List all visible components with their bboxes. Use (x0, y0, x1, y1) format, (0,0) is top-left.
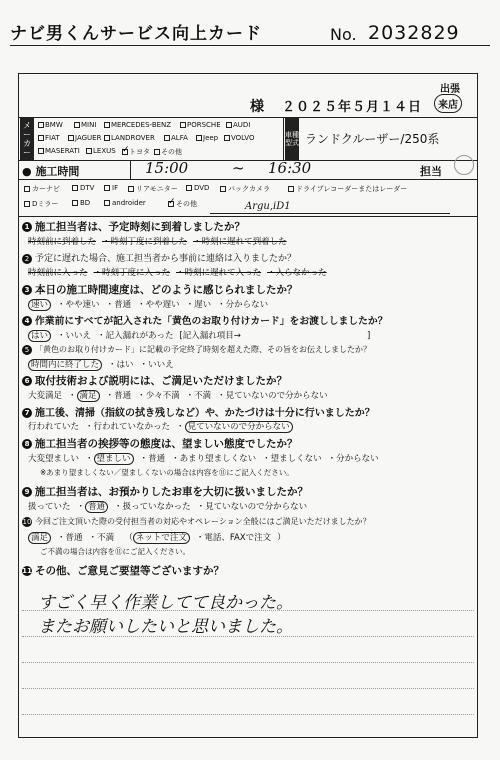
answer-selected: 望ましい (94, 453, 134, 465)
staff-label: 担当 (420, 165, 442, 178)
customer-honorific: 様 (250, 99, 264, 115)
option-other-text: Argu,iD1 (245, 201, 291, 212)
option-other[interactable]: ✓ その他 (168, 199, 197, 209)
option-d-mirror[interactable]: Dミラー (24, 199, 58, 209)
work-time-label: ● 施工時間 (22, 165, 80, 178)
option-androider[interactable]: androider (104, 199, 146, 207)
comment-rule (22, 662, 474, 663)
model-tag: 車種型式 (285, 118, 299, 160)
maker-tag: メーカー (20, 118, 34, 160)
comment-rule (22, 688, 474, 689)
maker-landrover[interactable]: LANDROVER (104, 134, 155, 142)
maker-mercedes[interactable]: MERCEDES-BENZ (104, 121, 171, 129)
divider (283, 117, 284, 161)
question-2: 2 予定に遅れた場合、施工担当者から事前に連絡は入りましたか？ (22, 251, 296, 264)
comment-rule (22, 610, 474, 611)
vehicle-model: ランドクルーザー/250系 (305, 132, 440, 146)
answer-selected: 満足 (28, 532, 51, 544)
answer-10: 満足 ・普通 ・不満 （ ネットで注文 ・電話、FAXで注文 ） (28, 531, 286, 543)
divider (18, 216, 478, 217)
service-date: ２０２５年５月１４日 (282, 100, 423, 115)
other-text-underline (210, 213, 450, 214)
answer-selected: 普通 (85, 501, 108, 513)
outing-option-visit: 出張 (440, 84, 460, 95)
question-4: 4 作業前にすべてが記入された「黄色のお取り付けカード」をお渡ししましたか？ (22, 313, 388, 327)
maker-volvo[interactable]: VOLVO (224, 134, 254, 142)
option-back-camera[interactable]: バックカメラ (220, 184, 270, 194)
answer-selected: 見ていないので分からない (185, 421, 293, 433)
question-11: 11 その他、ご意見ご要望等ございますか？ (22, 565, 224, 577)
maker-other[interactable]: その他 (154, 147, 182, 157)
staff-stamp (454, 155, 474, 175)
question-8-note: ※あまり望ましくない／望ましくないの場合は内容を⑪にご記入ください。 (40, 468, 294, 477)
card-number-label: No. (330, 25, 357, 44)
question-1: 1 施工担当者は、予定時刻に到着しましたか？ (22, 219, 245, 234)
maker-fiat[interactable]: FIAT (38, 134, 60, 142)
answer-8: 大変望ましい ・ 望ましい ・普通 ・あまり望ましくない ・望ましくない ・分からない (28, 454, 379, 464)
question-8: 8 施工担当者の挨拶等の態度は、望ましい態度でしたか？ (22, 436, 298, 451)
question-5: 5 「黄色のお取り付けカード」に記載の予定終了時刻を超えた際、その旨をお伝えしましたか？ (22, 344, 371, 355)
maker-lexus[interactable]: LEXUS (86, 147, 116, 155)
maker-porsche[interactable]: PORSCHE (180, 121, 221, 129)
comment-line-1: すごく早く作業してて良かった。 (38, 593, 293, 613)
answer-4: はい ・いいえ ・記入漏れがあった [記入漏れ項目→ ] (28, 329, 376, 341)
maker-mini[interactable]: MINI (74, 121, 96, 129)
work-start-time: 15:00 (145, 159, 189, 177)
maker-toyota[interactable]: ✓ トヨタ (122, 147, 150, 157)
divider (18, 179, 478, 180)
maker-maserati[interactable]: MASERATI (38, 147, 80, 155)
card-title: ナビ男くんサービス向上カード (10, 24, 262, 44)
comment-rule (22, 636, 474, 637)
card-number: 2032829 (368, 22, 460, 44)
question-6: 6 取付技術および説明には、ご満足いただけましたか？ (22, 373, 287, 388)
answer-7: 行われていた ・行われていなかった ・ 見ていないので分からない (28, 420, 299, 432)
answer-1: 時刻前に到着した ・時刻丁度に到着した ・時刻に遅れて到着した (28, 237, 287, 247)
work-time-separator: ~ (232, 159, 245, 177)
answer-3: 速い ・やや速い ・普通 ・やや遅い ・遅い ・分からない (28, 298, 274, 310)
title-underline (10, 45, 490, 46)
answer-selected: はい (28, 330, 51, 342)
maker-jaguar[interactable]: JAGUER (68, 134, 101, 142)
comment-line-2: またお願いしたいと思いました。 (38, 617, 293, 637)
divider (18, 160, 478, 161)
answer-6: 大変満足 ・ 満足 ・普通 ・少々不満 ・不満 ・見ていないので分からない (28, 391, 328, 401)
work-end-time: 16:30 (268, 159, 312, 177)
question-7: 7 施工後、清掃（指紋の拭き残しなど）や、かたづけは十分に行いましたか？ (22, 404, 375, 419)
answer-selected: 速い (28, 299, 51, 311)
option-if[interactable]: IF (104, 184, 118, 192)
option-rear-monitor[interactable]: リアモニター (128, 184, 178, 194)
option-bd[interactable]: BD (72, 199, 90, 207)
outing-option-store: 来店 (434, 94, 462, 113)
maker-jeep[interactable]: Jeep (196, 134, 218, 142)
divider (18, 117, 478, 118)
answer-selected: 満足 (77, 390, 100, 402)
option-drive-recorder[interactable]: ドライブレコーダーまたはレーダー (288, 184, 407, 194)
option-dvd[interactable]: DVD (186, 184, 209, 192)
maker-audi[interactable]: AUDI (226, 121, 250, 129)
question-10-note: ご不満の場合は内容を⑪にご記入ください。 (40, 547, 190, 556)
maker-alfa[interactable]: ALFA (164, 134, 188, 142)
answer-selected-order: ネットで注文 (133, 532, 190, 544)
question-10: 10 今回ご注文頂いた際の受付担当者の対応やオペレーション全般にはご満足いただけましたか？ (22, 517, 371, 526)
comment-rule (22, 714, 474, 715)
answer-9: 扱っていた ・ 普通 ・扱っていなかった ・見ていないので分からない (28, 502, 308, 512)
maker-bmw[interactable]: BMW (38, 121, 63, 129)
option-carnavi[interactable]: カーナビ (24, 184, 60, 194)
answer-2: 時刻前に入った ・時刻丁度に入った ・時刻に遅れて入った ・入らなかった (28, 268, 327, 278)
question-3: 3 本日の施工時間速度は、どのように感じられましたか？ (22, 282, 298, 297)
answer-5: 時間内に終了した ・はい ・いいえ (28, 358, 180, 370)
divider (130, 160, 131, 179)
answer-selected: 時間内に終了した (28, 359, 102, 371)
question-9: 9 施工担当者は、お預かりしたお車を大切に扱いましたか？ (22, 484, 308, 499)
option-dtv[interactable]: DTV (72, 184, 94, 192)
